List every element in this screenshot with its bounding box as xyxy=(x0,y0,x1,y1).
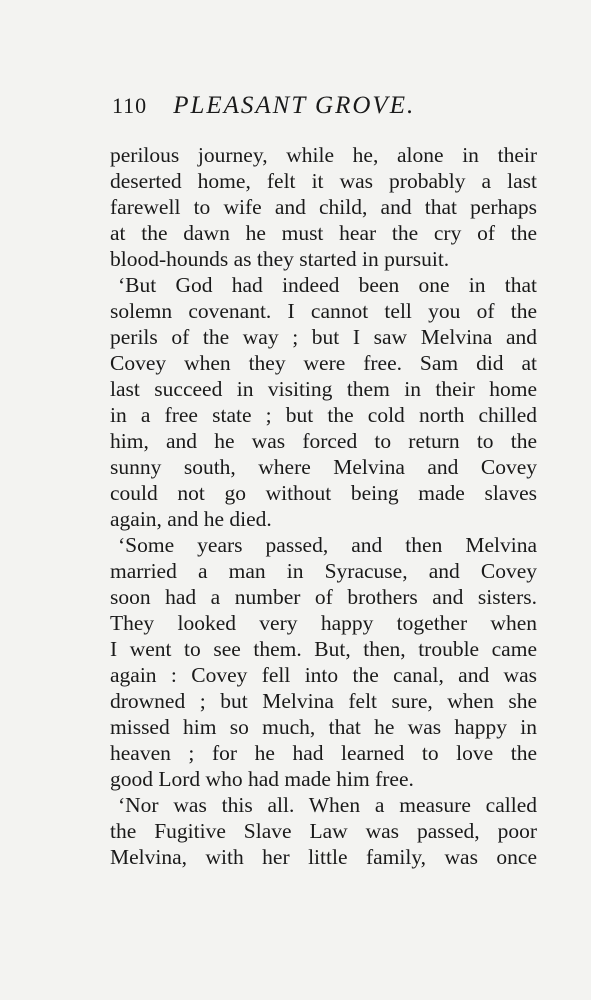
text-line: heaven ; for he had learned to love the xyxy=(110,741,537,765)
text-line: sunny south, where Melvina and Covey xyxy=(110,455,537,479)
text-line: again : Covey fell into the canal, and was xyxy=(110,663,537,687)
text-line: farewell to wife and child, and that perhaps xyxy=(110,195,537,219)
text-line: perils of the way ; but I saw Melvina and xyxy=(110,325,537,349)
text-line: soon had a number of brothers and sisters. xyxy=(110,585,537,609)
text-line: Covey when they were free. Sam did at xyxy=(110,351,537,375)
text-line: good Lord who had made him free. xyxy=(110,767,414,791)
text-line: again, and he died. xyxy=(110,507,272,531)
text-line: ‘Some years passed, and then Melvina xyxy=(118,533,537,557)
text-line: I went to see them. But, then, trouble came xyxy=(110,637,537,661)
text-line: missed him so much, that he was happy in xyxy=(110,715,537,739)
page-number: 110 xyxy=(112,93,148,118)
text-line: last succeed in visiting them in their home xyxy=(110,377,537,401)
text-line: Melvina, with her little family, was once xyxy=(110,845,537,869)
text-line: at the dawn he must hear the cry of the xyxy=(110,221,537,245)
text-line: him, and he was forced to return to the xyxy=(110,429,537,453)
text-line: solemn covenant. I cannot tell you of the xyxy=(110,299,537,323)
text-line: could not go without being made slaves xyxy=(110,481,537,505)
text-line: blood-hounds as they started in pursuit. xyxy=(110,247,450,271)
text-line: perilous journey, while he, alone in their xyxy=(110,143,537,167)
text-line: They looked very happy together when xyxy=(110,611,537,635)
text-line: in a free state ; but the cold north chilled xyxy=(110,403,537,427)
text-line: ‘Nor was this all. When a measure called xyxy=(118,793,537,817)
text-line: drowned ; but Melvina felt sure, when she xyxy=(110,689,537,713)
running-title: PLEASANT GROVE. xyxy=(173,92,416,119)
text-line: deserted home, felt it was probably a last xyxy=(110,169,537,193)
text-line: ‘But God had indeed been one in that xyxy=(118,273,537,297)
running-head xyxy=(112,92,472,122)
text-line: married a man in Syracuse, and Covey xyxy=(110,559,537,583)
text-line: the Fugitive Slave Law was passed, poor xyxy=(110,819,537,843)
